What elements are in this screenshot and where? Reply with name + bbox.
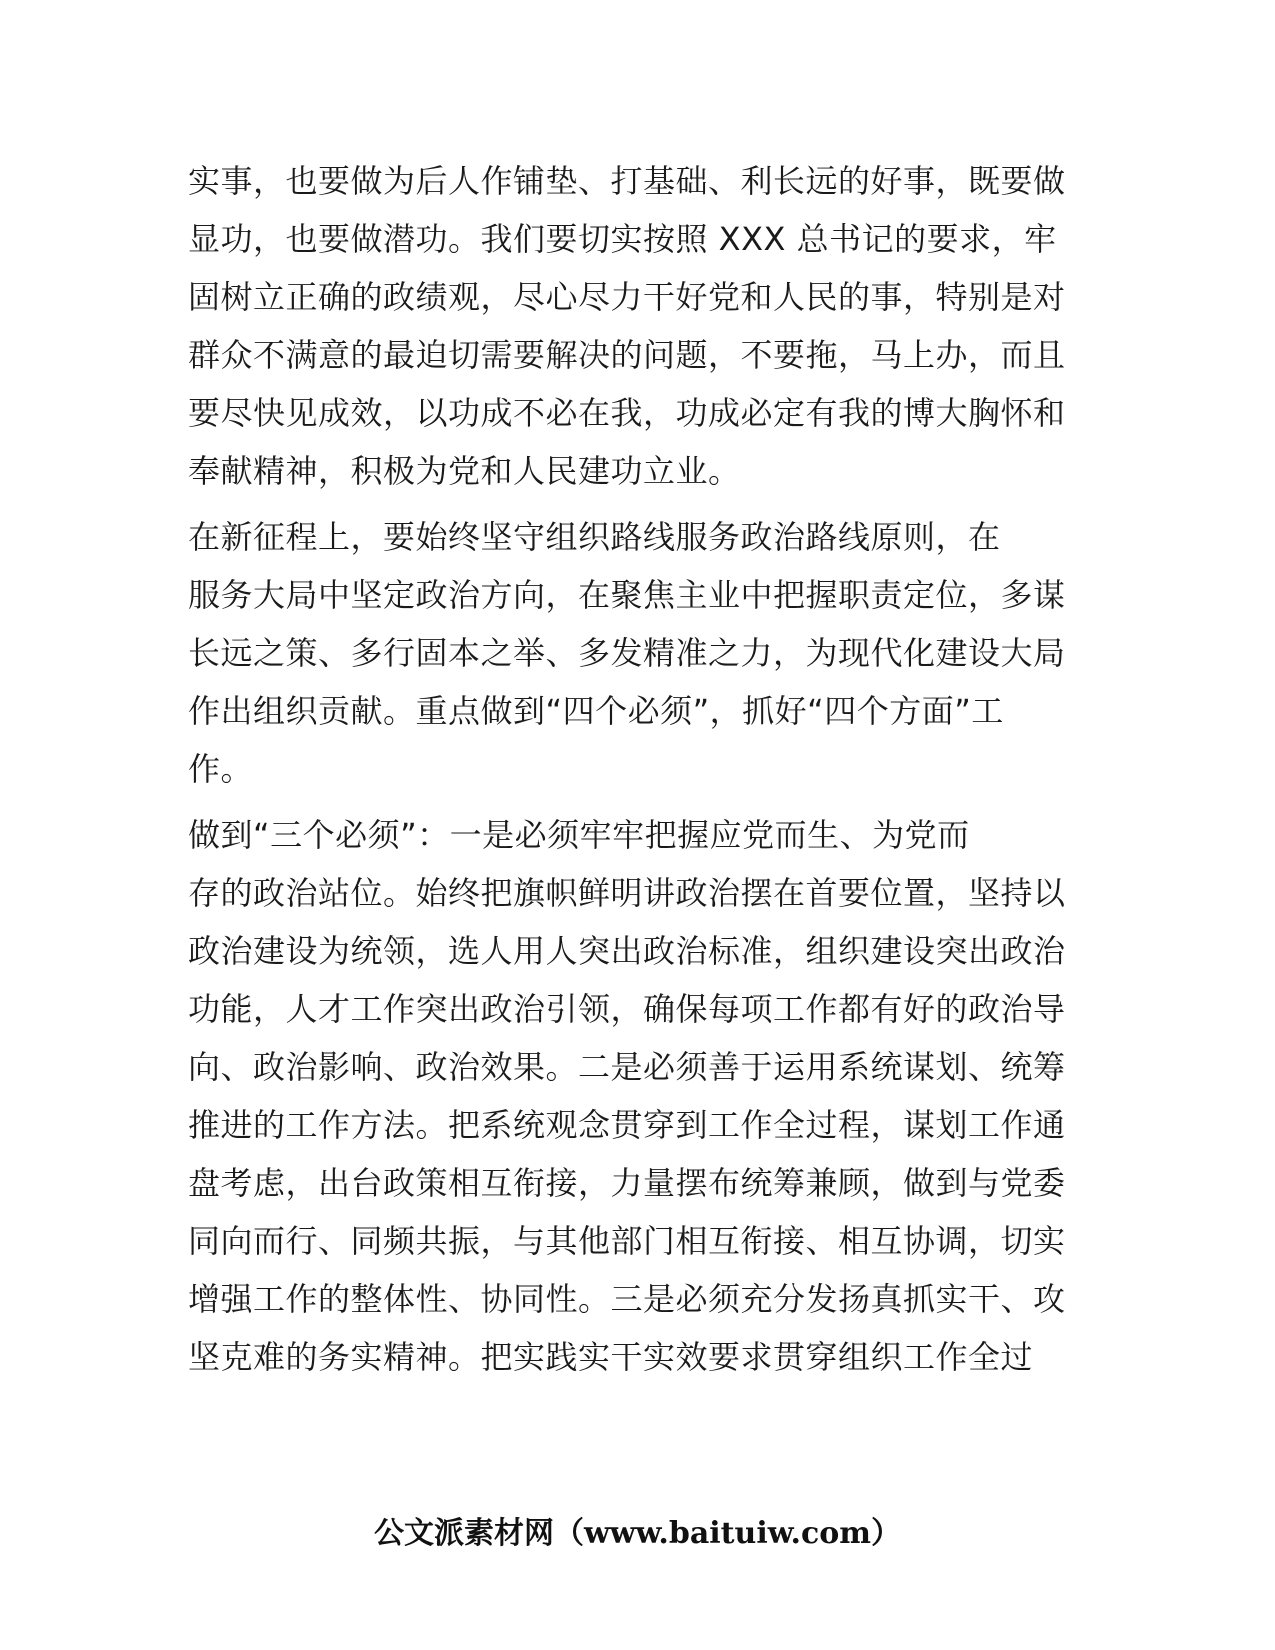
paragraph-1: 实事，也要做为后人作铺垫、打基础、利长远的好事，既要做 显功，也要做潜功。我们要切实按照 XXX 总书记的要求，牢 固树立正确的政绩观，尽心尽力干好党和人民的事，特别是对 群众不满意的最迫切需要解决的问题，不要拖，马上办，而且 要尽快见成效，以功成不必在我，功成必定有我的博大胸怀和 奉献精神，积极为党和人民建功立业。	[188, 162, 1066, 490]
footer-watermark: 公文派素材网（www.baituiw.com）	[373, 1516, 902, 1551]
paragraph-3: 做到“三个必须”：一是必须牢牢把握应党而生、为党而 存的政治站位。始终把旗帜鲜明讲政治摆在首要位置，坚持以 政治建设为统领，选人用人突出政治标准，组织建设突出政治 功能，人才工作突出政治引领，确保每项工作都有好的政治导 向、政治影响、政治效果。二是必须善于运用系统谋划、统筹 推进的工作方法。把系统观念贯穿到工作全过程，谋划工作通 盘考虑，出台政策相互衔接，力量摆布统筹兼顾，做到与党委 同向而行、同频共振，与其他部门相互衔接、相互协调，切实 增强工作的整体性、协同性。三是必须充分发扬真抓实干、攻 坚克难的务实精神。把实践实干实效要求贯穿组织工作全过	[188, 816, 1066, 1376]
document-body	[188, 152, 1088, 1386]
paragraph-2: 在新征程上，要始终坚守组织路线服务政治路线原则，在 服务大局中坚定政治方向，在聚焦主业中把握职责定位，多谋 长远之策、多行固本之举、多发精准之力，为现代化建设大局 作出组织贡献。重点做到“四个必须”，抓好“四个方面”工 作。	[188, 518, 1066, 788]
